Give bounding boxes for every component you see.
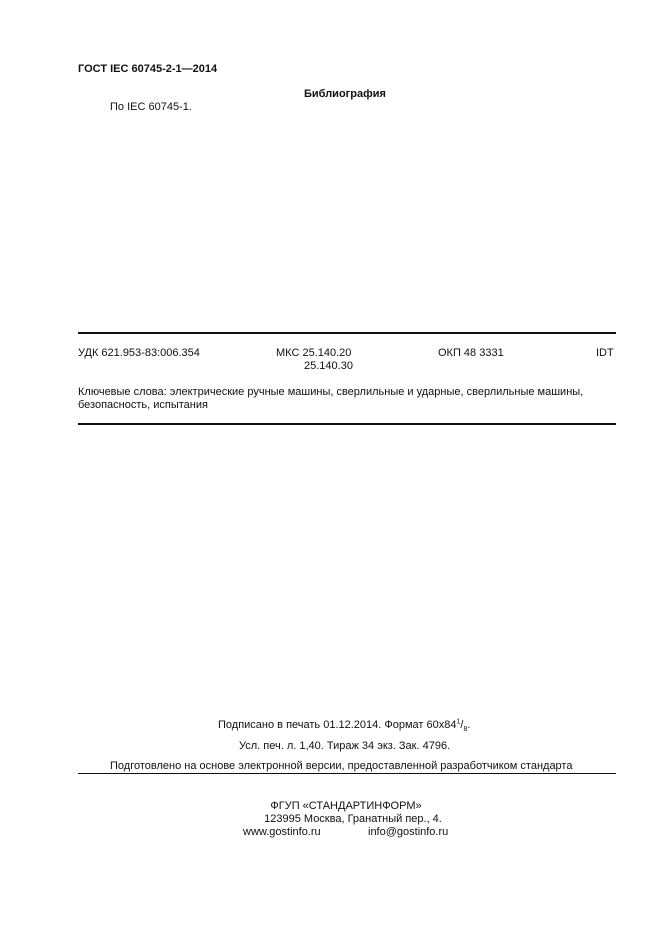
document-code: ГОСТ IEC 60745-2-1—2014 <box>78 63 218 75</box>
format-sup: 1 <box>456 718 461 726</box>
top-rule <box>78 332 616 334</box>
keywords-line-2: безопасность, испытания <box>78 399 208 411</box>
format-sep: / <box>460 719 464 731</box>
mks-code-2: 25.140.30 <box>304 360 353 372</box>
publisher-name: ФГУП «СТАНДАРТИНФОРМ» <box>270 800 422 812</box>
print-info: Усл. печ. л. 1,40. Тираж 34 экз. Зак. 4796. <box>239 740 451 752</box>
publisher-website[interactable]: www.gostinfo.ru <box>243 826 321 838</box>
bottom-rule <box>78 423 616 425</box>
signed-text: Подписано в печать 01.12.2014. Формат 60x84 <box>218 719 457 731</box>
format-sub: 8 <box>463 726 468 734</box>
signed-info <box>218 719 470 732</box>
imprint-rule <box>78 773 616 774</box>
publisher-address: 123995 Москва, Гранатный пер., 4. <box>264 813 442 825</box>
bibliography-text: По IEC 60745-1. <box>110 101 192 113</box>
keywords-line-1: Ключевые слова: электрические ручные машины, сверлильные и ударные, сверлильные машины, <box>78 386 584 398</box>
idt-label: IDT <box>596 347 614 359</box>
okp-code: ОКП 48 3331 <box>438 347 504 359</box>
bibliography-title: Библиография <box>304 88 386 100</box>
mks-code-1: МКС 25.140.20 <box>276 347 352 359</box>
publisher-email[interactable]: info@gostinfo.ru <box>368 826 449 838</box>
prepared-note: Подготовлено на основе электронной версии, предоставленной разработчиком стандарта <box>110 760 573 772</box>
format-end: . <box>467 719 471 731</box>
udk-code: УДК 621.953-83:006.354 <box>78 347 200 359</box>
